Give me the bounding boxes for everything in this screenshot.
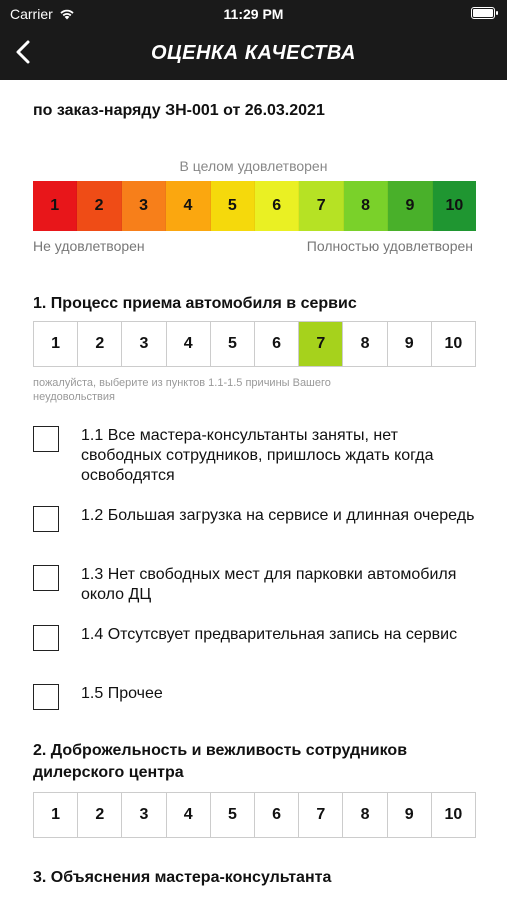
reason-option-1-3[interactable] (33, 565, 478, 605)
page-title: ОЦЕНКА КАЧЕСТВА (151, 42, 356, 64)
rating-option-10[interactable]: 10 (444, 806, 463, 823)
rating-option-5[interactable]: 5 (211, 793, 255, 837)
reason-label: 1.1 Все мастера-консультанты заняты, нет свободных сотрудников, пришлось ждать когда освободятся (81, 427, 434, 484)
scale-cell-1: 1 (33, 181, 77, 231)
order-reference: по заказ-наряду ЗН-001 от 26.03.2021 (33, 102, 325, 119)
checkbox[interactable] (33, 565, 59, 591)
rating-option-5[interactable]: 5 (211, 322, 255, 366)
reason-option-1-1[interactable] (33, 426, 478, 486)
reason-option-1-5[interactable] (33, 684, 478, 710)
scale-cell-2: 2 (77, 181, 121, 231)
reason-label: 1.2 Большая загрузка на сервисе и длинная очередь (81, 507, 475, 524)
rating-option-10[interactable]: 10 (444, 335, 463, 352)
question-3-title: 3. Объяснения мастера-консультанта (33, 869, 332, 886)
reason-label: 1.5 Прочее (81, 685, 163, 702)
question-1-hint: пожалуйста, выберите из пунктов 1.1-1.5 причины Вашего неудовольствия (33, 377, 331, 403)
question-1-rating (33, 321, 476, 367)
rating-option-4[interactable]: 4 (167, 793, 211, 837)
carrier-label: Carrier (10, 6, 53, 22)
rating-option-3[interactable]: 3 (122, 322, 166, 366)
scale-cell-7: 7 (299, 181, 343, 231)
rating-option-9[interactable]: 9 (388, 793, 432, 837)
scale-cell-5: 5 (211, 181, 255, 231)
legend-low-label: Не удовлетворен (33, 238, 145, 254)
satisfaction-scale (33, 181, 476, 231)
rating-option-6[interactable]: 6 (255, 322, 299, 366)
status-time: 11:29 PM (223, 6, 284, 22)
checkbox[interactable] (33, 625, 59, 651)
legend-high-label: Полностью удовлетворен (306, 238, 473, 254)
survey-content[interactable] (0, 80, 507, 900)
rating-option-7[interactable]: 7 (299, 793, 343, 837)
question-1-title: 1. Процесс приема автомобиля в сервис (33, 295, 357, 312)
reason-label: 1.4 Отсутсвует предварительная запись на сервис (81, 626, 458, 643)
rating-option-1[interactable]: 1 (34, 322, 78, 366)
checkbox[interactable] (33, 684, 59, 710)
scale-cell-6: 6 (255, 181, 299, 231)
rating-option-4[interactable]: 4 (167, 322, 211, 366)
scale-cell-3: 3 (122, 181, 166, 231)
rating-option-1[interactable]: 1 (34, 793, 78, 837)
app-header (0, 0, 507, 80)
rating-option-6[interactable]: 6 (255, 793, 299, 837)
checkbox[interactable] (33, 506, 59, 532)
scale-cell-9: 9 (388, 181, 432, 231)
battery-icon (471, 7, 495, 19)
reason-option-1-2[interactable] (33, 506, 478, 532)
rating-option-3[interactable]: 3 (122, 793, 166, 837)
scale-cell-4: 4 (166, 181, 210, 231)
question-2-rating (33, 792, 476, 838)
reason-option-1-4[interactable] (33, 625, 478, 651)
scale-cell-10: 10 (433, 181, 476, 231)
reason-label: 1.3 Нет свободных мест для парковки автомобиля около ДЦ (81, 566, 457, 603)
scale-cell-8: 8 (344, 181, 388, 231)
status-bar (0, 0, 507, 30)
rating-option-7[interactable]: 7 (299, 322, 343, 366)
checkbox[interactable] (33, 426, 59, 452)
rating-option-2[interactable]: 2 (78, 322, 122, 366)
rating-option-9[interactable]: 9 (388, 322, 432, 366)
legend-mid-label: В целом удовлетворен (179, 158, 328, 174)
rating-option-2[interactable]: 2 (78, 793, 122, 837)
rating-option-8[interactable]: 8 (343, 793, 387, 837)
question-2-title: 2. Доброжельность и вежливость сотрудников дилерского центра (33, 742, 408, 781)
rating-option-8[interactable]: 8 (343, 322, 387, 366)
